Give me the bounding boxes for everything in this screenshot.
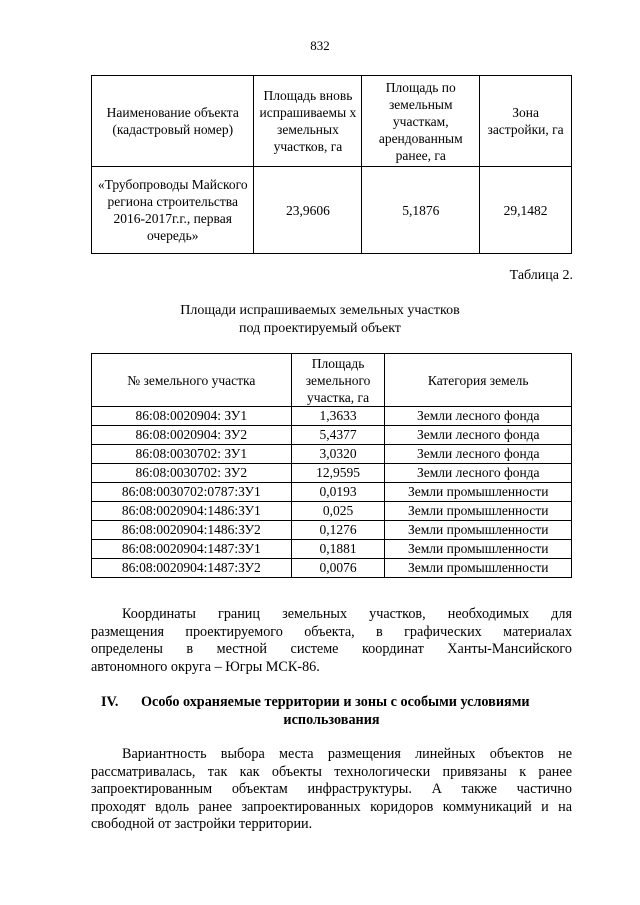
coordinates-paragraph — [91, 606, 572, 676]
table-header-cell: Площадь земельного участка, га — [291, 354, 385, 407]
table-cell: 0,1881 — [291, 540, 385, 559]
table-cell: 86:08:0020904:1487:ЗУ2 — [92, 559, 292, 578]
objects-area-table — [91, 75, 572, 254]
table-row — [92, 167, 572, 254]
table-cell: Земли промышленности — [385, 540, 572, 559]
table-cell: Земли промышленности — [385, 521, 572, 540]
table-header-cell: Зона застройки, га — [480, 76, 572, 167]
table-cell: Земли лесного фонда — [385, 407, 572, 426]
variance-paragraph — [91, 746, 572, 834]
paragraph-line: проходят вдоль ранее запроектированных коридоров коммуникаций и на — [91, 798, 572, 815]
paragraph-line: Вариантность выбора места размещения линейных объектов не — [122, 746, 572, 762]
table-row — [92, 407, 572, 426]
table-row — [92, 483, 572, 502]
section-title-line: Особо охраняемые территории и зоны с особыми условиями — [141, 694, 530, 710]
table-cell: 86:08:0030702: ЗУ1 — [92, 445, 292, 464]
table-header-cell: Категория земель — [385, 354, 572, 407]
table-header-cell: № земельного участка — [92, 354, 292, 407]
table-cell: 86:08:0030702: ЗУ2 — [92, 464, 292, 483]
paragraph-line: размещения проектируемого объекта, в графических материалах — [91, 623, 572, 640]
table-cell: 86:08:0020904:1486:ЗУ2 — [92, 521, 292, 540]
table-cell: 29,1482 — [480, 167, 572, 254]
table-cell: 0,025 — [291, 502, 385, 521]
table-label: Таблица 2. — [509, 268, 573, 283]
table-row — [92, 540, 572, 559]
table-cell: 5,1876 — [362, 167, 480, 254]
table-row — [92, 521, 572, 540]
table-cell: 0,0076 — [291, 559, 385, 578]
table-title — [0, 302, 640, 338]
table-row — [92, 559, 572, 578]
paragraph-line: свободной от застройки территории. — [91, 816, 313, 832]
table-cell: Земли промышленности — [385, 483, 572, 502]
land-plots-table — [91, 353, 572, 578]
table-cell: 86:08:0030702:0787:ЗУ1 — [92, 483, 292, 502]
table-cell: 23,9606 — [254, 167, 362, 254]
section-title-line: использования — [283, 711, 380, 728]
table-cell: «Трубопроводы Майского региона строительства 2016-2017г.г., первая очередь» — [92, 167, 254, 254]
paragraph-line: рассматривалась, так как объекты технологически привязаны к ранее — [91, 763, 572, 780]
table-title-line: под проектируемый объект — [239, 321, 401, 336]
table-body — [92, 407, 572, 578]
table-row — [92, 502, 572, 521]
table-cell: 86:08:0020904: ЗУ1 — [92, 407, 292, 426]
table-cell: 86:08:0020904:1487:ЗУ1 — [92, 540, 292, 559]
table-cell: 12,9595 — [291, 464, 385, 483]
paragraph-line: запроектированным объектам инфраструктуры. А также частично — [91, 781, 572, 797]
table-cell: Земли промышленности — [385, 559, 572, 578]
paragraph-line: автономного округа – Югры МСК-86. — [91, 658, 320, 675]
table-cell: 3,0320 — [291, 445, 385, 464]
table-cell: 86:08:0020904: ЗУ2 — [92, 426, 292, 445]
table-cell: Земли промышленности — [385, 502, 572, 521]
table-cell: 5,4377 — [291, 426, 385, 445]
table-row — [92, 464, 572, 483]
paragraph-line: определены в местной системе координат Ханты-Мансийского — [91, 641, 572, 657]
table-row — [92, 426, 572, 445]
table-cell: 86:08:0020904:1486:ЗУ1 — [92, 502, 292, 521]
page-number: 832 — [310, 38, 330, 53]
table-cell: 0,1276 — [291, 521, 385, 540]
table-header-row — [92, 76, 572, 167]
table-cell: Земли лесного фонда — [385, 426, 572, 445]
table-header-cell: Наименование объекта (кадастровый номер) — [92, 76, 254, 167]
table-cell: Земли лесного фонда — [385, 464, 572, 483]
table-row — [92, 445, 572, 464]
table-header-cell: Площадь по земельным участкам, арендованным ранее, га — [362, 76, 480, 167]
table-header-cell: Площадь вновь испрашиваемы х земельных участков, га — [254, 76, 362, 167]
paragraph-line: Координаты границ земельных участков, необходимых для — [122, 606, 572, 622]
table-cell: 1,3633 — [291, 407, 385, 426]
table-cell: 0,0193 — [291, 483, 385, 502]
table-title-line: Площади испрашиваемых земельных участков — [180, 303, 460, 318]
table-cell: Земли лесного фонда — [385, 445, 572, 464]
table-header-row — [92, 354, 572, 407]
section-number: IV. — [101, 694, 119, 710]
